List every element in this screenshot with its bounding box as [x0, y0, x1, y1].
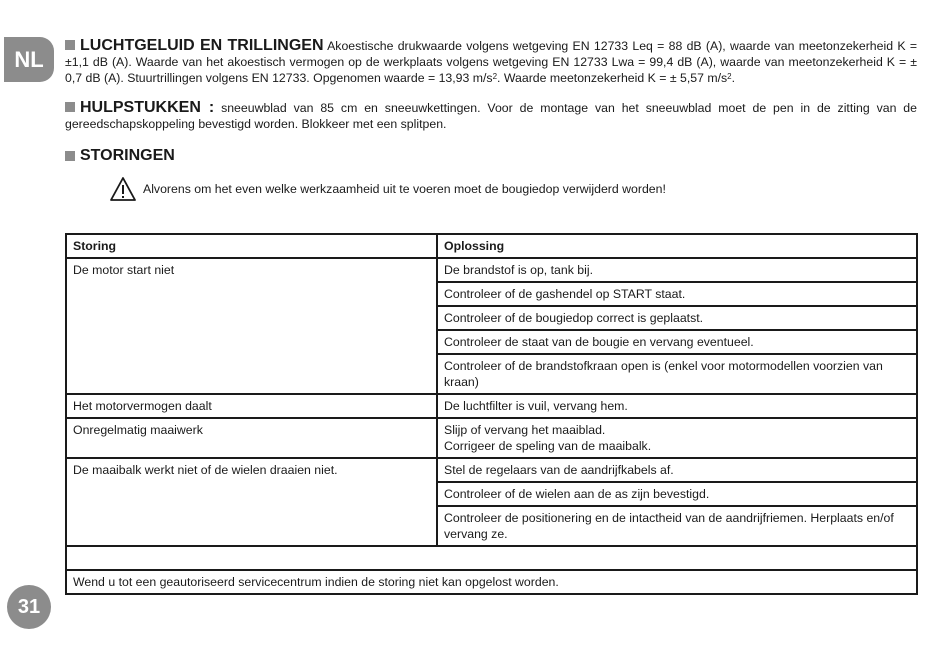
solution-cell: De brandstof is op, tank bij. — [437, 258, 917, 282]
superscript: 2 — [492, 72, 498, 81]
warning-text: Alvorens om het even welke werkzaamheid uit te voeren moet de bougiedop verwijderd worden! — [143, 182, 666, 196]
noise-text: Akoestische drukwaarde volgens wetgeving EN 12733 Leq = 88 dB (A), waarde van meetonzekerheid K = ±1,1 dB (A). Waarde van het akoestisch vermogen op de werkplaats volgens wetgeving EN 12733 Lwa = 99,4 dB (A), waarde van meetonzekerheid K = ± 0,7 dB (A). Stuurtrillingen volgens EN 12733. Opgenomen waarde = 13,93 m/s — [65, 39, 917, 85]
square-bullet-icon — [65, 40, 75, 50]
square-bullet-icon — [65, 151, 75, 161]
footer-cell: Wend u tot een geautoriseerd servicecentrum indien de storing niet kan opgelost worden. — [66, 570, 917, 594]
fault-cell: De maaibalk werkt niet of de wielen draaien niet. — [66, 458, 437, 546]
fault-cell: Onregelmatig maaiwerk — [66, 418, 437, 458]
content — [65, 38, 917, 202]
superscript: 2 — [727, 72, 732, 81]
table-row — [66, 258, 917, 282]
square-bullet-icon — [65, 102, 75, 112]
empty-cell — [66, 546, 917, 570]
solution-cell: Controleer de staat van de bougie en vervang eventueel. — [437, 330, 917, 354]
warning-notice — [109, 176, 917, 202]
header-fault: Storing — [66, 234, 437, 258]
table-header-row — [66, 234, 917, 258]
solution-cell: Controleer of de wielen aan de as zijn bevestigd. — [437, 482, 917, 506]
solution-cell: Slijp of vervang het maaiblad. Corrigeer de speling van de maaibalk. — [437, 418, 917, 458]
solution-cell: Controleer of de gashendel op START staat. — [437, 282, 917, 306]
fault-cell: De motor start niet — [66, 258, 437, 394]
solution-cell: Controleer de positionering en de intactheid van de aandrijfriemen. Herplaats en/of vervang ze. — [437, 506, 917, 546]
table-row — [66, 458, 917, 482]
warning-triangle-icon — [109, 176, 137, 202]
table-footer-row — [66, 570, 917, 594]
page-number: 31 — [7, 585, 51, 629]
accessories-text: sneeuwblad van 85 cm en sneeuwkettingen. Voor de montage van het sneeuwblad moet de pen in de zitting van de gereedschapskoppeling bevestigd worden. Blokkeer met een splitpen. — [65, 101, 917, 131]
fault-cell: Het motorvermogen daalt — [66, 394, 437, 418]
accessories-heading: HULPSTUKKEN : — [80, 99, 215, 116]
noise-heading: LUCHTGELUID EN TRILLINGEN — [80, 37, 324, 54]
table-empty-row — [66, 546, 917, 570]
faults-heading-row — [65, 148, 917, 164]
noise-paragraph — [65, 38, 917, 86]
solution-cell: Stel de regelaars van de aandrijfkabels af. — [437, 458, 917, 482]
table-row — [66, 418, 917, 458]
noise-text-2: . Waarde meetonzekerheid K = ± 5,57 m/s — [497, 71, 728, 85]
faults-heading: STORINGEN — [80, 147, 175, 164]
accessories-paragraph — [65, 100, 917, 132]
language-tab: NL — [4, 37, 54, 82]
solution-cell: Controleer of de brandstofkraan open is (enkel voor motormodellen voorzien van kraan) — [437, 354, 917, 394]
table-row — [66, 394, 917, 418]
troubleshooting-table — [65, 233, 918, 595]
solution-cell: Controleer of de bougiedop correct is geplaatst. — [437, 306, 917, 330]
header-solution: Oplossing — [437, 234, 917, 258]
solution-cell: De luchtfilter is vuil, vervang hem. — [437, 394, 917, 418]
noise-text-3: . — [731, 71, 736, 85]
